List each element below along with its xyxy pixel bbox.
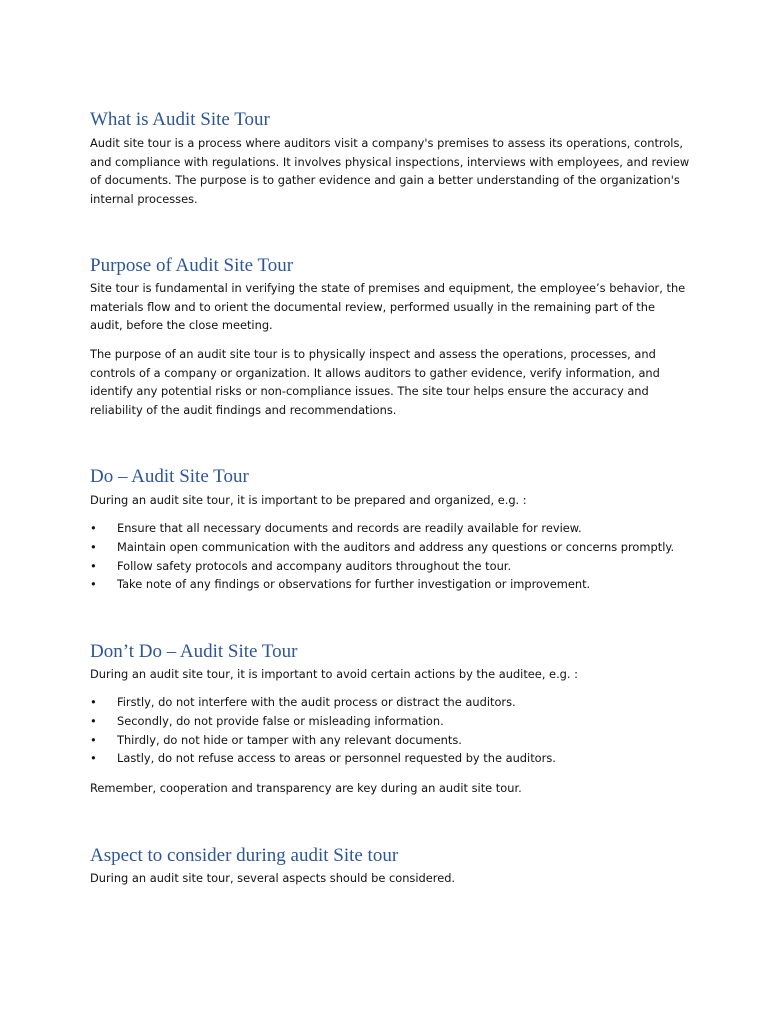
heading-purpose: Purpose of Audit Site Tour	[90, 255, 294, 276]
list-item	[90, 557, 690, 576]
paragraph-do-intro: During an audit site tour, it is important to be prepared and organized, e.g. :	[90, 493, 527, 507]
bullet-icon: •	[90, 751, 97, 766]
paragraph-dont-closing: Remember, cooperation and transparency are key during an audit site tour.	[90, 781, 522, 795]
heading-do: Do – Audit Site Tour	[90, 466, 249, 487]
list-item	[90, 693, 690, 712]
list-item	[90, 538, 690, 557]
list-dont	[90, 693, 690, 768]
list-item	[90, 749, 690, 768]
heading-what-is: What is Audit Site Tour	[90, 109, 270, 130]
list-item	[90, 712, 690, 731]
paragraph-aspect: During an audit site tour, several aspects should be considered.	[90, 871, 456, 885]
bullet-icon: •	[90, 577, 97, 592]
list-item	[90, 731, 690, 750]
heading-dont: Don’t Do – Audit Site Tour	[90, 641, 298, 662]
bullet-icon: •	[90, 521, 97, 535]
list-item-text: Lastly, do not refuse access to areas or personnel requested by the auditors.	[117, 751, 556, 766]
bullet-icon: •	[90, 695, 97, 709]
list-item	[90, 575, 690, 594]
list-item-text: Ensure that all necessary documents and records are readily available for review.	[117, 521, 582, 535]
list-do	[90, 519, 690, 594]
list-item-text: Thirdly, do not hide or tamper with any relevant documents.	[117, 732, 462, 747]
paragraph-dont-intro: During an audit site tour, it is important to avoid certain actions by the auditee, e.g. :	[90, 667, 578, 681]
bullet-icon: •	[90, 558, 97, 573]
bullet-icon: •	[90, 732, 97, 747]
paragraph-purpose-1: Site tour is fundamental in verifying the state of premises and equipment, the employee’s behavior, the materials flow and to orient the documental review, performed usually in the remaining part of the audit, before the close meeting.	[90, 281, 686, 332]
heading-aspect: Aspect to consider during audit Site tour	[90, 845, 399, 866]
paragraph-purpose-2: The purpose of an audit site tour is to physically inspect and assess the operations, processes, and controls of a company or organization. It allows auditors to gather evidence, verify information, and identify any potential risks or non-compliance issues. The site tour helps ensure the accuracy and reliability of the audit findings and recommendations.	[90, 347, 660, 417]
bullet-icon: •	[90, 713, 97, 728]
paragraph-what-is: Audit site tour is a process where auditors visit a company's premises to assess its operations, controls, and compliance with regulations. It involves physical inspections, interviews with employees, and review of documents. The purpose is to gather evidence and gain a better understanding of the organization's internal processes.	[90, 136, 690, 206]
bullet-icon: •	[90, 539, 97, 554]
list-item-text: Maintain open communication with the auditors and address any questions or concerns promptly.	[117, 539, 675, 554]
list-item	[90, 519, 690, 538]
list-item-text: Firstly, do not interfere with the audit process or distract the auditors.	[117, 695, 516, 709]
list-item-text: Secondly, do not provide false or misleading information.	[117, 713, 444, 728]
list-item-text: Follow safety protocols and accompany auditors throughout the tour.	[117, 558, 512, 573]
list-item-text: Take note of any findings or observations for further investigation or improvement.	[117, 577, 591, 592]
